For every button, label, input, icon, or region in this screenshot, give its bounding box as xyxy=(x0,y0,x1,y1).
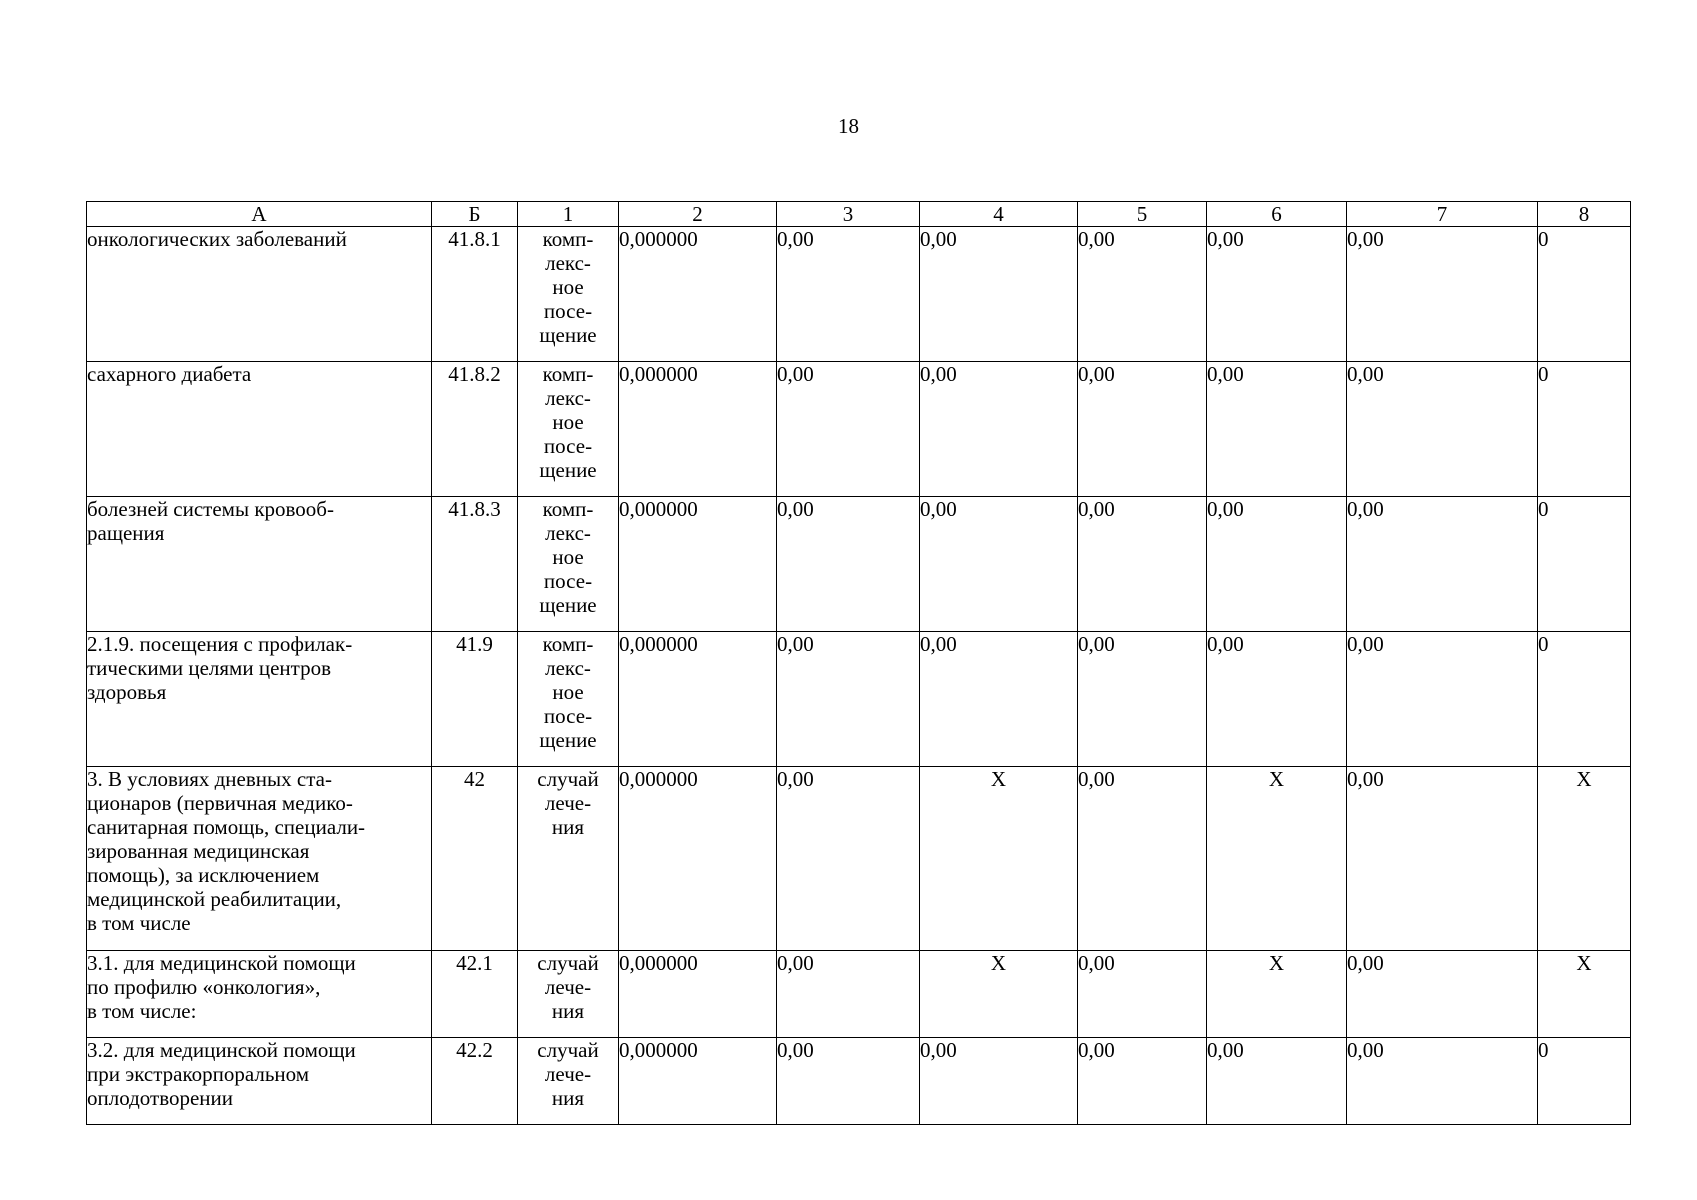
row-code-cell: 42 xyxy=(432,767,518,951)
table-row xyxy=(87,1038,1631,1125)
row-label-line: 3.1. для медицинской помощи xyxy=(87,951,356,975)
unit-cell xyxy=(518,767,619,951)
unit-line: случай xyxy=(537,951,599,975)
value-cell: 0,000000 xyxy=(619,767,777,951)
table-row xyxy=(87,362,1631,497)
column-header: А xyxy=(87,202,432,227)
value-cell: 0 xyxy=(1538,1038,1631,1125)
value-cell: 0,000000 xyxy=(619,227,777,362)
row-label-line: сахарного диабета xyxy=(87,362,252,386)
row-label-line: ращения xyxy=(87,521,165,545)
table-row xyxy=(87,767,1631,951)
value-cell: 0 xyxy=(1538,227,1631,362)
row-label-line: в том числе xyxy=(87,911,191,935)
unit-cell xyxy=(518,951,619,1038)
value-cell: 0,00 xyxy=(1078,951,1207,1038)
row-code-cell: 42.1 xyxy=(432,951,518,1038)
value-cell: 0,00 xyxy=(1207,362,1347,497)
value-cell: 0,00 xyxy=(920,1038,1078,1125)
value-cell: 0,00 xyxy=(1078,767,1207,951)
row-label-cell xyxy=(87,951,432,1038)
value-cell: 0,000000 xyxy=(619,497,777,632)
value-cell: 0,00 xyxy=(1347,1038,1538,1125)
column-header: 4 xyxy=(920,202,1078,227)
unit-line: лече- xyxy=(544,975,592,999)
page-number: 18 xyxy=(838,114,859,138)
row-label-line: онкологических заболеваний xyxy=(87,227,347,251)
value-cell: 0,00 xyxy=(1078,1038,1207,1125)
row-label-cell xyxy=(87,767,432,951)
row-code-cell: 41.8.1 xyxy=(432,227,518,362)
value-cell: 0,00 xyxy=(1347,497,1538,632)
unit-line: случай xyxy=(537,767,599,791)
row-label-line: при экстракорпоральном xyxy=(87,1062,310,1086)
unit-line: лече- xyxy=(544,1062,592,1086)
row-label-line: помощь), за исключением xyxy=(87,863,320,887)
row-label-cell xyxy=(87,227,432,362)
value-cell: 0 xyxy=(1538,632,1631,767)
unit-line: ния xyxy=(551,815,585,839)
unit-line: посе- xyxy=(543,299,593,323)
value-cell: 0,00 xyxy=(1207,1038,1347,1125)
value-cell: 0,000000 xyxy=(619,632,777,767)
data-table xyxy=(86,201,1631,1125)
column-header: 7 xyxy=(1347,202,1538,227)
row-label-line: медицинской реабилитации, xyxy=(87,887,342,911)
value-cell: 0,00 xyxy=(1078,362,1207,497)
value-cell: X xyxy=(1207,951,1347,1038)
unit-line: лече- xyxy=(544,791,592,815)
unit-line: щение xyxy=(539,728,597,752)
row-label-cell xyxy=(87,632,432,767)
row-label-line: болезней системы кровооб- xyxy=(87,497,334,521)
row-label-line: санитарная помощь, специали- xyxy=(87,815,366,839)
unit-cell xyxy=(518,497,619,632)
value-cell: 0,00 xyxy=(777,951,920,1038)
row-code-cell: 41.8.3 xyxy=(432,497,518,632)
value-cell: X xyxy=(1538,767,1631,951)
table-row xyxy=(87,632,1631,767)
unit-line: щение xyxy=(539,323,597,347)
value-cell: 0,00 xyxy=(1078,497,1207,632)
row-code-cell: 41.9 xyxy=(432,632,518,767)
value-cell: X xyxy=(1207,767,1347,951)
column-header: 3 xyxy=(777,202,920,227)
value-cell: 0,00 xyxy=(1207,497,1347,632)
value-cell: 0,00 xyxy=(777,497,920,632)
unit-cell xyxy=(518,362,619,497)
value-cell: 0,000000 xyxy=(619,1038,777,1125)
value-cell: X xyxy=(920,951,1078,1038)
row-label-line: зированная медицинская xyxy=(87,839,310,863)
value-cell: 0,00 xyxy=(777,632,920,767)
table-body xyxy=(87,227,1631,1125)
value-cell: 0,00 xyxy=(920,497,1078,632)
unit-line: ное xyxy=(552,545,584,569)
row-label-line: 3. В условиях дневных ста- xyxy=(87,767,332,791)
header-row xyxy=(87,202,1631,227)
value-cell: 0,00 xyxy=(920,362,1078,497)
unit-line: лекс- xyxy=(545,656,591,680)
table-row xyxy=(87,497,1631,632)
value-cell: 0,00 xyxy=(920,632,1078,767)
row-label-line: по профилю «онкология», xyxy=(87,975,321,999)
row-label-line: 3.2. для медицинской помощи xyxy=(87,1038,356,1062)
unit-line: комп- xyxy=(542,227,594,251)
unit-line: щение xyxy=(539,458,597,482)
unit-line: лекс- xyxy=(545,251,591,275)
column-header: Б xyxy=(432,202,518,227)
row-code-cell: 41.8.2 xyxy=(432,362,518,497)
unit-line: случай xyxy=(537,1038,599,1062)
value-cell: 0,00 xyxy=(777,1038,920,1125)
unit-cell xyxy=(518,1038,619,1125)
row-label-line: оплодотворении xyxy=(87,1086,234,1110)
row-label-cell xyxy=(87,497,432,632)
unit-line: посе- xyxy=(543,704,593,728)
row-label-line: в том числе: xyxy=(87,999,197,1023)
value-cell: 0,00 xyxy=(1078,227,1207,362)
value-cell: 0 xyxy=(1538,362,1631,497)
unit-line: посе- xyxy=(543,434,593,458)
row-label-line: тическими целями центров xyxy=(87,656,331,680)
value-cell: 0 xyxy=(1538,497,1631,632)
value-cell: 0,00 xyxy=(1347,362,1538,497)
column-header: 8 xyxy=(1538,202,1631,227)
unit-line: посе- xyxy=(543,569,593,593)
unit-line: ное xyxy=(552,275,584,299)
row-label-line: здоровья xyxy=(87,680,167,704)
unit-line: ния xyxy=(551,1086,585,1110)
value-cell: X xyxy=(1538,951,1631,1038)
value-cell: 0,00 xyxy=(920,227,1078,362)
value-cell: 0,00 xyxy=(1347,951,1538,1038)
value-cell: 0,00 xyxy=(1347,227,1538,362)
unit-line: лекс- xyxy=(545,521,591,545)
value-cell: 0,00 xyxy=(1207,632,1347,767)
column-header: 6 xyxy=(1207,202,1347,227)
row-label-cell xyxy=(87,362,432,497)
column-header: 5 xyxy=(1078,202,1207,227)
unit-cell xyxy=(518,227,619,362)
unit-line: ное xyxy=(552,680,584,704)
unit-line: комп- xyxy=(542,497,594,521)
value-cell: 0,00 xyxy=(777,362,920,497)
column-header: 2 xyxy=(619,202,777,227)
row-label-line: 2.1.9. посещения с профилак- xyxy=(87,632,353,656)
unit-cell xyxy=(518,632,619,767)
unit-line: щение xyxy=(539,593,597,617)
value-cell: 0,000000 xyxy=(619,362,777,497)
unit-line: лекс- xyxy=(545,386,591,410)
row-label-line: ционаров (первичная медико- xyxy=(87,791,353,815)
unit-line: комп- xyxy=(542,632,594,656)
table-row xyxy=(87,951,1631,1038)
value-cell: 0,000000 xyxy=(619,951,777,1038)
unit-line: ное xyxy=(552,410,584,434)
value-cell: 0,00 xyxy=(1078,632,1207,767)
row-label-cell xyxy=(87,1038,432,1125)
value-cell: 0,00 xyxy=(1207,227,1347,362)
value-cell: 0,00 xyxy=(777,767,920,951)
value-cell: X xyxy=(920,767,1078,951)
value-cell: 0,00 xyxy=(1347,767,1538,951)
table-row xyxy=(87,227,1631,362)
column-header: 1 xyxy=(518,202,619,227)
unit-line: ния xyxy=(551,999,585,1023)
value-cell: 0,00 xyxy=(777,227,920,362)
value-cell: 0,00 xyxy=(1347,632,1538,767)
unit-line: комп- xyxy=(542,362,594,386)
row-code-cell: 42.2 xyxy=(432,1038,518,1125)
